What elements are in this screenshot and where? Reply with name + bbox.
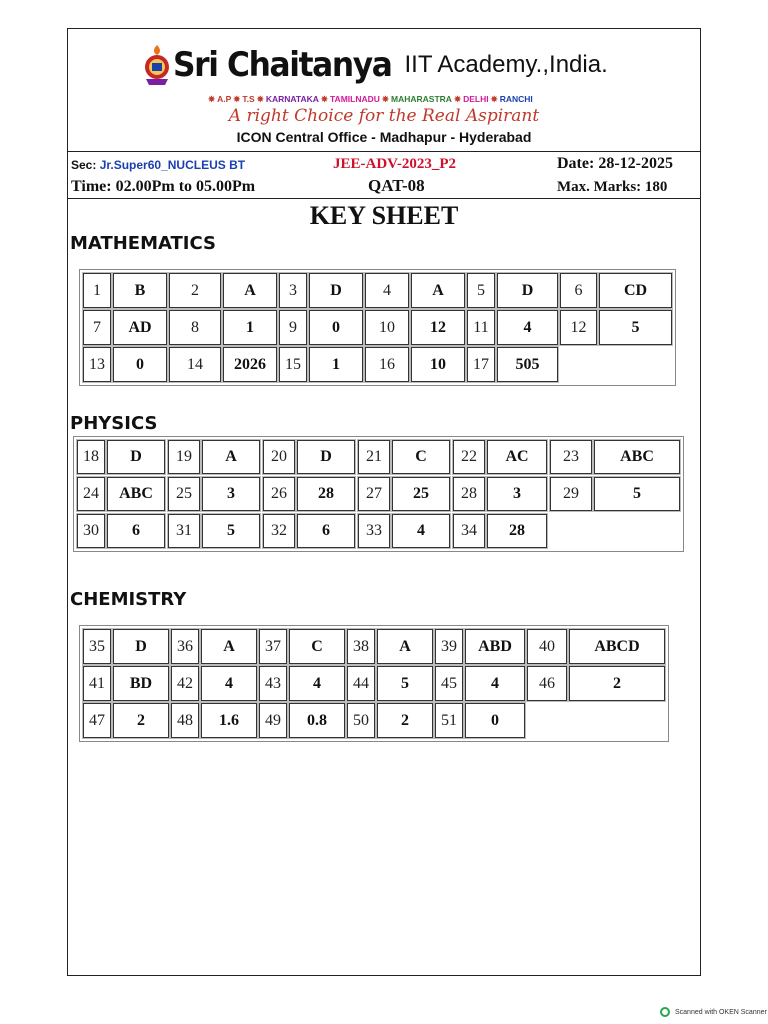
answer-value: 12 bbox=[411, 310, 465, 345]
answer-value: D bbox=[107, 440, 165, 474]
question-number: 35 bbox=[83, 629, 111, 664]
mathematics-heading: MATHEMATICS bbox=[70, 233, 217, 254]
question-number: 20 bbox=[263, 440, 295, 474]
region-label: DELHI bbox=[463, 94, 489, 104]
question-number: 3 bbox=[279, 273, 307, 308]
question-number: 42 bbox=[171, 666, 199, 701]
question-number: 44 bbox=[347, 666, 375, 701]
header-divider bbox=[67, 151, 701, 152]
answer-value: A bbox=[411, 273, 465, 308]
question-number: 13 bbox=[83, 347, 111, 382]
office-address: ICON Central Office - Madhapur - Hyderabad bbox=[236, 129, 532, 145]
answer-value: ABD bbox=[465, 629, 525, 664]
question-number: 21 bbox=[358, 440, 390, 474]
question-number: 22 bbox=[453, 440, 485, 474]
answer-grid-frame bbox=[73, 436, 684, 552]
question-number: 47 bbox=[83, 703, 111, 738]
question-number: 28 bbox=[453, 477, 485, 511]
scanner-watermark bbox=[660, 1007, 767, 1017]
section-info bbox=[71, 158, 245, 172]
answer-value: 6 bbox=[297, 514, 355, 548]
answer-value: 4 bbox=[392, 514, 450, 548]
brand-name: Sri Chaitanya bbox=[173, 45, 392, 85]
answer-value: CD bbox=[599, 273, 672, 308]
scanner-text: Scanned with OKEN Scanner bbox=[675, 1008, 767, 1016]
answer-value: 28 bbox=[297, 477, 355, 511]
question-number: 29 bbox=[550, 477, 592, 511]
answer-value: 0 bbox=[465, 703, 525, 738]
answer-value: 2 bbox=[377, 703, 433, 738]
question-number: 45 bbox=[435, 666, 463, 701]
physics-heading: PHYSICS bbox=[70, 413, 158, 434]
exam-date: Date: 28-12-2025 bbox=[557, 155, 673, 172]
answer-value: BD bbox=[113, 666, 169, 701]
question-number: 27 bbox=[358, 477, 390, 511]
question-number: 16 bbox=[365, 347, 409, 382]
region-label: RANCHI bbox=[499, 94, 533, 104]
answer-value: 4 bbox=[289, 666, 345, 701]
answer-value: 2026 bbox=[223, 347, 277, 382]
test-code: QAT-08 bbox=[368, 176, 425, 195]
question-number: 32 bbox=[263, 514, 295, 548]
question-number: 8 bbox=[169, 310, 221, 345]
exam-time: Time: 02.00Pm to 05.00Pm bbox=[71, 178, 256, 195]
answer-value: 4 bbox=[497, 310, 558, 345]
question-number: 41 bbox=[83, 666, 111, 701]
tagline: A right Choice for the Real Aspirant bbox=[228, 106, 540, 126]
question-number: 17 bbox=[467, 347, 495, 382]
answer-value: 2 bbox=[113, 703, 169, 738]
answer-value: ABCD bbox=[569, 629, 665, 664]
answer-grid-frame bbox=[79, 625, 669, 742]
region-label: TAMILNADU bbox=[330, 94, 380, 104]
region-bullet-icon: ✵ bbox=[256, 94, 264, 104]
answer-value: 505 bbox=[497, 347, 558, 382]
question-number: 19 bbox=[168, 440, 200, 474]
answer-value: A bbox=[201, 629, 257, 664]
answer-value: ABC bbox=[594, 440, 680, 474]
question-number: 14 bbox=[169, 347, 221, 382]
question-number: 2 bbox=[169, 273, 221, 308]
answer-value: 5 bbox=[594, 477, 680, 511]
sec-label: Sec: bbox=[71, 158, 97, 172]
question-number: 15 bbox=[279, 347, 307, 382]
question-number: 30 bbox=[77, 514, 105, 548]
answer-value: 1.6 bbox=[201, 703, 257, 738]
answer-value: D bbox=[113, 629, 169, 664]
answer-value: 0 bbox=[113, 347, 167, 382]
answer-value: D bbox=[297, 440, 355, 474]
brand-header bbox=[143, 40, 608, 90]
answer-value: 5 bbox=[202, 514, 260, 548]
question-number: 43 bbox=[259, 666, 287, 701]
question-number: 7 bbox=[83, 310, 111, 345]
answer-value: ABC bbox=[107, 477, 165, 511]
region-label: A.P bbox=[217, 94, 232, 104]
question-number: 31 bbox=[168, 514, 200, 548]
chemistry-heading: CHEMISTRY bbox=[70, 589, 187, 610]
answer-value: 4 bbox=[201, 666, 257, 701]
question-number: 49 bbox=[259, 703, 287, 738]
answer-value: 1 bbox=[309, 347, 363, 382]
region-label: KARNATAKA bbox=[265, 94, 319, 104]
sec-value: Jr.Super60_NUCLEUS BT bbox=[99, 158, 246, 172]
question-number: 38 bbox=[347, 629, 375, 664]
question-number: 4 bbox=[365, 273, 409, 308]
region-bullet-icon: ✵ bbox=[453, 94, 462, 104]
question-number: 34 bbox=[453, 514, 485, 548]
region-bullet-icon: ✵ bbox=[233, 94, 241, 104]
answer-value: 2 bbox=[569, 666, 665, 701]
region-bullet-icon: ✵ bbox=[208, 94, 216, 104]
answer-value: B bbox=[113, 273, 167, 308]
sri-chaitanya-logo-icon bbox=[143, 43, 171, 87]
question-number: 33 bbox=[358, 514, 390, 548]
max-marks: Max. Marks: 180 bbox=[557, 179, 668, 195]
question-number: 5 bbox=[467, 273, 495, 308]
answer-value: D bbox=[309, 273, 363, 308]
question-number: 40 bbox=[527, 629, 567, 664]
answer-grid-frame bbox=[79, 269, 676, 386]
answer-value: A bbox=[202, 440, 260, 474]
answer-value: 6 bbox=[107, 514, 165, 548]
question-number: 36 bbox=[171, 629, 199, 664]
question-number: 1 bbox=[83, 273, 111, 308]
answer-value: A bbox=[377, 629, 433, 664]
answer-value: 0 bbox=[309, 310, 363, 345]
question-number: 18 bbox=[77, 440, 105, 474]
brand-subtitle: IIT Academy.,India. bbox=[404, 51, 608, 78]
question-number: 23 bbox=[550, 440, 592, 474]
question-number: 50 bbox=[347, 703, 375, 738]
answer-value: AC bbox=[487, 440, 547, 474]
answer-value: A bbox=[223, 273, 277, 308]
region-bullet-icon: ✵ bbox=[320, 94, 328, 104]
regions-list bbox=[206, 94, 533, 105]
answer-value: AD bbox=[113, 310, 167, 345]
answer-value: 1 bbox=[223, 310, 277, 345]
answer-value: C bbox=[392, 440, 450, 474]
answer-value: 3 bbox=[202, 477, 260, 511]
question-number: 25 bbox=[168, 477, 200, 511]
question-number: 51 bbox=[435, 703, 463, 738]
page-title: KEY SHEET bbox=[309, 201, 459, 230]
answer-value: D bbox=[497, 273, 558, 308]
region-bullet-icon: ✵ bbox=[381, 94, 390, 104]
answer-value: 0.8 bbox=[289, 703, 345, 738]
answer-value: 28 bbox=[487, 514, 547, 548]
info-divider bbox=[67, 198, 701, 199]
question-number: 48 bbox=[171, 703, 199, 738]
region-label: MAHARASTRA bbox=[391, 94, 452, 104]
region-bullet-icon: ✵ bbox=[490, 94, 498, 104]
answer-value: 10 bbox=[411, 347, 465, 382]
question-number: 11 bbox=[467, 310, 495, 345]
question-number: 46 bbox=[527, 666, 567, 701]
answer-value: 25 bbox=[392, 477, 450, 511]
question-number: 6 bbox=[560, 273, 597, 308]
answer-value: 4 bbox=[465, 666, 525, 701]
answer-value: 5 bbox=[377, 666, 433, 701]
question-number: 24 bbox=[77, 477, 105, 511]
question-number: 9 bbox=[279, 310, 307, 345]
question-number: 12 bbox=[560, 310, 597, 345]
answer-value: 3 bbox=[487, 477, 547, 511]
answer-value: 5 bbox=[599, 310, 672, 345]
question-number: 10 bbox=[365, 310, 409, 345]
question-number: 26 bbox=[263, 477, 295, 511]
question-number: 37 bbox=[259, 629, 287, 664]
region-label: T.S bbox=[242, 94, 255, 104]
exam-name: JEE-ADV-2023_P2 bbox=[333, 156, 457, 172]
answer-value: C bbox=[289, 629, 345, 664]
oken-scanner-icon bbox=[660, 1007, 670, 1017]
question-number: 39 bbox=[435, 629, 463, 664]
